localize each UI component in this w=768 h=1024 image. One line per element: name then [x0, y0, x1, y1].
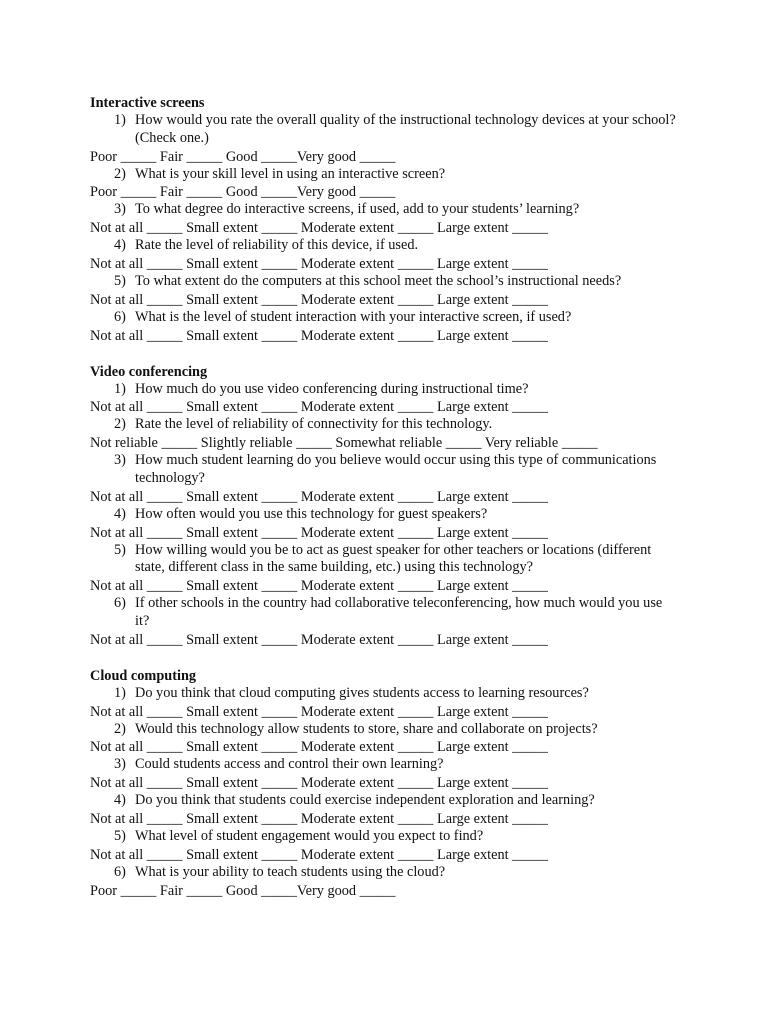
section-title: Interactive screens	[90, 95, 205, 111]
question-item	[90, 309, 710, 327]
question-number: 6)	[114, 595, 126, 612]
question-item	[90, 452, 710, 488]
question-text: How much do you use video conferencing during instructional time?	[135, 380, 529, 397]
question-number: 5)	[114, 827, 126, 844]
question-text: Would this technology allow students to store, share and collaborate on projects?	[135, 720, 598, 737]
question-number: 2)	[114, 720, 126, 737]
rating-scale[interactable]: Poor _____ Fair _____ Good _____Very good _____	[90, 184, 396, 201]
question-text: How would you rate the overall quality of the instructional technology devices at your school? (Check one.)	[135, 112, 676, 146]
question-number: 6)	[114, 863, 126, 880]
question-item	[90, 506, 710, 524]
question-text: Do you think that cloud computing gives students access to learning resources?	[135, 684, 589, 701]
question-item	[90, 201, 710, 219]
rating-scale[interactable]: Not at all _____ Small extent _____ Moderate extent _____ Large extent _____	[90, 255, 548, 272]
question-text: How often would you use this technology for guest speakers?	[135, 505, 488, 522]
survey-section	[90, 667, 710, 900]
rating-scale[interactable]: Not at all _____ Small extent _____ Moderate extent _____ Large extent _____	[90, 327, 548, 344]
question-number: 5)	[114, 541, 126, 558]
question-text: Rate the level of reliability of this device, if used.	[135, 237, 419, 254]
question-item	[90, 416, 710, 434]
rating-scale[interactable]: Not at all _____ Small extent _____ Moderate extent _____ Large extent _____	[90, 846, 548, 863]
question-text: What is your ability to teach students using the cloud?	[135, 863, 446, 880]
rating-scale[interactable]: Not at all _____ Small extent _____ Moderate extent _____ Large extent _____	[90, 703, 548, 720]
survey-document	[90, 94, 710, 900]
question-text: What is the level of student interaction with your interactive screen, if used?	[135, 308, 572, 325]
rating-scale[interactable]: Poor _____ Fair _____ Good _____Very good _____	[90, 148, 396, 165]
rating-scale[interactable]: Not reliable _____ Slightly reliable _____ Somewhat reliable _____ Very reliable _____	[90, 435, 598, 452]
question-item	[90, 685, 710, 703]
rating-scale[interactable]: Not at all _____ Small extent _____ Moderate extent _____ Large extent _____	[90, 488, 548, 505]
rating-scale[interactable]: Poor _____ Fair _____ Good _____Very good _____	[90, 882, 396, 899]
rating-scale[interactable]: Not at all _____ Small extent _____ Moderate extent _____ Large extent _____	[90, 810, 548, 827]
question-number: 2)	[114, 165, 126, 182]
rating-scale[interactable]: Not at all _____ Small extent _____ Moderate extent _____ Large extent _____	[90, 578, 548, 595]
question-item	[90, 237, 710, 255]
question-number: 3)	[114, 201, 126, 218]
question-text: Could students access and control their own learning?	[135, 756, 444, 773]
question-text: How willing would you be to act as guest speaker for other teachers or locations (different state, different class in the same building, etc.) using this technology?	[135, 541, 652, 576]
question-number: 1)	[114, 380, 126, 397]
question-number: 3)	[114, 756, 126, 773]
rating-scale[interactable]: Not at all _____ Small extent _____ Moderate extent _____ Large extent _____	[90, 291, 548, 308]
question-text: What is your skill level in using an interactive screen?	[135, 165, 446, 182]
rating-scale[interactable]: Not at all _____ Small extent _____ Moderate extent _____ Large extent _____	[90, 631, 548, 648]
question-item	[90, 721, 710, 739]
question-item	[90, 381, 710, 399]
section-spacer	[90, 345, 710, 363]
question-text: What level of student engagement would you expect to find?	[135, 827, 484, 844]
rating-scale[interactable]: Not at all _____ Small extent _____ Moderate extent _____ Large extent _____	[90, 775, 548, 792]
question-number: 1)	[114, 112, 126, 128]
question-text: Rate the level of reliability of connectivity for this technology.	[135, 416, 493, 433]
question-item	[90, 112, 710, 148]
question-text: To what degree do interactive screens, if used, add to your students’ learning?	[135, 201, 580, 218]
rating-scale[interactable]: Not at all _____ Small extent _____ Moderate extent _____ Large extent _____	[90, 524, 548, 541]
question-number: 1)	[114, 684, 126, 701]
question-number: 4)	[114, 505, 126, 522]
question-item	[90, 273, 710, 291]
question-text: How much student learning do you believe would occur using this type of communications technology?	[135, 452, 657, 486]
question-item	[90, 166, 710, 184]
question-number: 4)	[114, 237, 126, 254]
question-text: If other schools in the country had collaborative teleconferencing, how much would you use it?	[135, 595, 663, 629]
question-item	[90, 864, 710, 882]
section-title: Cloud computing	[90, 667, 197, 684]
question-item	[90, 756, 710, 774]
question-text: To what extent do the computers at this school meet the school’s instructional needs?	[135, 272, 622, 289]
question-text: Do you think that students could exercise independent exploration and learning?	[135, 792, 595, 809]
section-spacer	[90, 649, 710, 667]
question-number: 4)	[114, 792, 126, 809]
rating-scale[interactable]: Not at all _____ Small extent _____ Moderate extent _____ Large extent _____	[90, 739, 548, 756]
question-item	[90, 542, 710, 578]
rating-scale[interactable]: Not at all _____ Small extent _____ Moderate extent _____ Large extent _____	[90, 399, 548, 416]
survey-section	[90, 94, 710, 345]
question-number: 5)	[114, 272, 126, 289]
rating-scale[interactable]: Not at all _____ Small extent _____ Moderate extent _____ Large extent _____	[90, 220, 548, 237]
question-number: 3)	[114, 452, 126, 469]
section-title: Video conferencing	[90, 363, 208, 380]
question-item	[90, 792, 710, 810]
question-item	[90, 828, 710, 846]
question-number: 2)	[114, 416, 126, 433]
question-item	[90, 595, 710, 631]
question-number: 6)	[114, 308, 126, 325]
survey-section	[90, 363, 710, 649]
